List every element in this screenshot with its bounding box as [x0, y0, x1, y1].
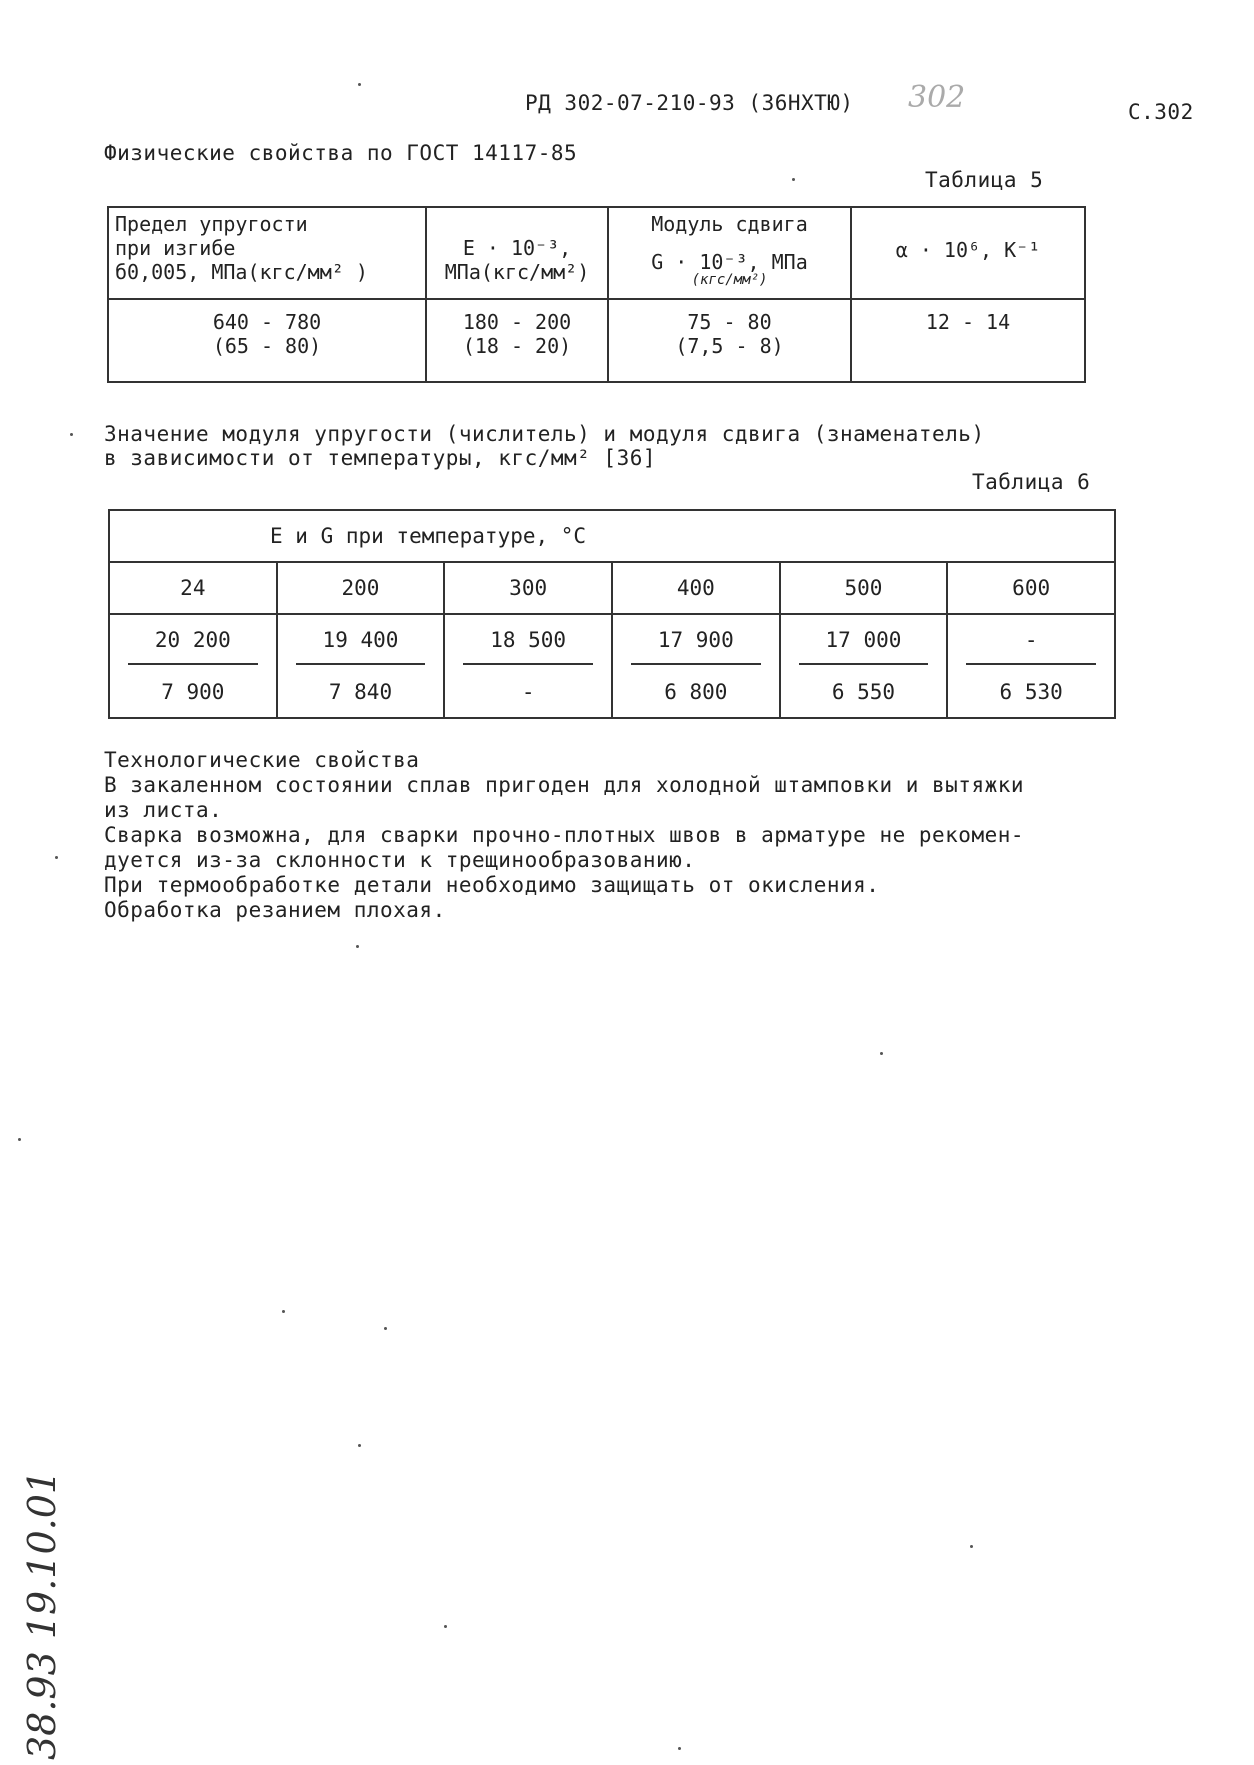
table5-cell: 75 - 80 (7,5 - 8): [608, 299, 851, 382]
temperature-cell: 200: [277, 562, 445, 614]
table5-header-cell: Модуль сдвига G · 10⁻³, МПа (кгс/мм²): [608, 207, 851, 299]
fraction-bar: [631, 663, 761, 665]
e-value: -: [1024, 628, 1038, 652]
table6-temperature-row: [109, 562, 1115, 614]
table5-cell: 180 - 200 (18 - 20): [426, 299, 608, 382]
g-value: -: [521, 680, 535, 704]
handwritten-page-number: 302: [908, 80, 966, 115]
scan-speck: [358, 1444, 361, 1447]
e-value: 17 000: [825, 628, 902, 652]
g-value: 6 800: [664, 680, 728, 704]
table6-title-line1: Значение модуля упругости (числитель) и модуля сдвига (знаменатель): [104, 422, 985, 446]
paragraph-line: Обработка резанием плохая.: [104, 898, 446, 922]
temperature-cell: 500: [780, 562, 948, 614]
scan-speck: [18, 1138, 21, 1141]
section-title-physical: Физические свойства по ГОСТ 14117-85: [104, 141, 578, 165]
temperature-cell: 400: [612, 562, 780, 614]
table5-data-row: [108, 299, 1085, 382]
scan-speck: [70, 433, 73, 436]
temperature-cell: 24: [109, 562, 277, 614]
table6-title-line2: в зависимости от температуры, кгс/мм² [36]: [104, 446, 657, 470]
scan-speck: [356, 945, 359, 948]
temperature-cell: 300: [444, 562, 612, 614]
scan-speck: [792, 178, 795, 181]
table-6: [108, 509, 1116, 719]
e-value: 19 400: [322, 628, 399, 652]
table5-cell: 12 - 14: [851, 299, 1085, 382]
table5-cell: 640 - 780 (65 - 80): [108, 299, 426, 382]
value-cell: [780, 614, 948, 718]
paragraph-line: При термообработке детали необходимо защищать от окисления.: [104, 873, 880, 897]
table5-header-cell: Предел упругости при изгибе б0,005, МПа(кгс/мм² ): [108, 207, 426, 299]
value-cell: [612, 614, 780, 718]
value-cell: [277, 614, 445, 718]
e-value: 18 500: [490, 628, 567, 652]
scan-speck: [384, 1327, 387, 1330]
value-cell: [444, 614, 612, 718]
page-number: С.302: [1128, 100, 1194, 124]
fraction-bar: [463, 663, 593, 665]
section-title-technological: Технологические свойства: [104, 748, 420, 772]
scan-speck: [55, 856, 58, 859]
table5-header-cell: Е · 10⁻³, МПа(кгс/мм²): [426, 207, 608, 299]
g-value: 6 530: [999, 680, 1063, 704]
scan-speck: [444, 1625, 447, 1628]
fraction-bar: [128, 663, 258, 665]
g-value: 6 550: [831, 680, 896, 704]
table5-header-row: [108, 207, 1085, 299]
handwritten-margin-note: 38.93 19.10.01: [20, 1469, 64, 1760]
e-value: 17 900: [657, 628, 734, 652]
technological-properties: [104, 748, 1184, 923]
scan-speck: [358, 83, 361, 86]
paragraph-line: В закаленном состоянии сплав пригоден для холодной штамповки и вытяжки: [104, 773, 1025, 797]
table6-span-header: Е и G при температуре, °С: [109, 510, 1115, 562]
g-value: 7 840: [328, 680, 393, 704]
temperature-cell: 600: [947, 562, 1115, 614]
e-value: 20 200: [154, 628, 231, 652]
table6-values-row: [109, 614, 1115, 718]
scan-speck: [970, 1545, 973, 1548]
paragraph-line: из листа.: [104, 798, 223, 822]
table6-span-header-row: [109, 510, 1115, 562]
value-cell: [947, 614, 1115, 718]
fraction-bar: [296, 663, 426, 665]
fraction-bar: [799, 663, 929, 665]
value-cell: [109, 614, 277, 718]
table6-caption: Таблица 6: [972, 470, 1091, 494]
g-value: 7 900: [161, 680, 225, 704]
paragraph-line: Сварка возможна, для сварки прочно-плотных швов в арматуре не рекомен-: [104, 823, 1025, 847]
fraction-bar: [966, 663, 1096, 665]
scan-speck: [880, 1052, 883, 1055]
table-5: [107, 206, 1086, 383]
table5-header-cell: α · 10⁶, К⁻¹: [851, 207, 1085, 299]
scan-speck: [282, 1310, 285, 1313]
paragraph-line: дуется из-за склонности к трещинообразованию.: [104, 848, 696, 872]
table5-caption: Таблица 5: [925, 168, 1044, 192]
document-code: РД 302-07-210-93 (36НХТЮ): [525, 91, 854, 115]
scan-speck: [678, 1747, 681, 1750]
